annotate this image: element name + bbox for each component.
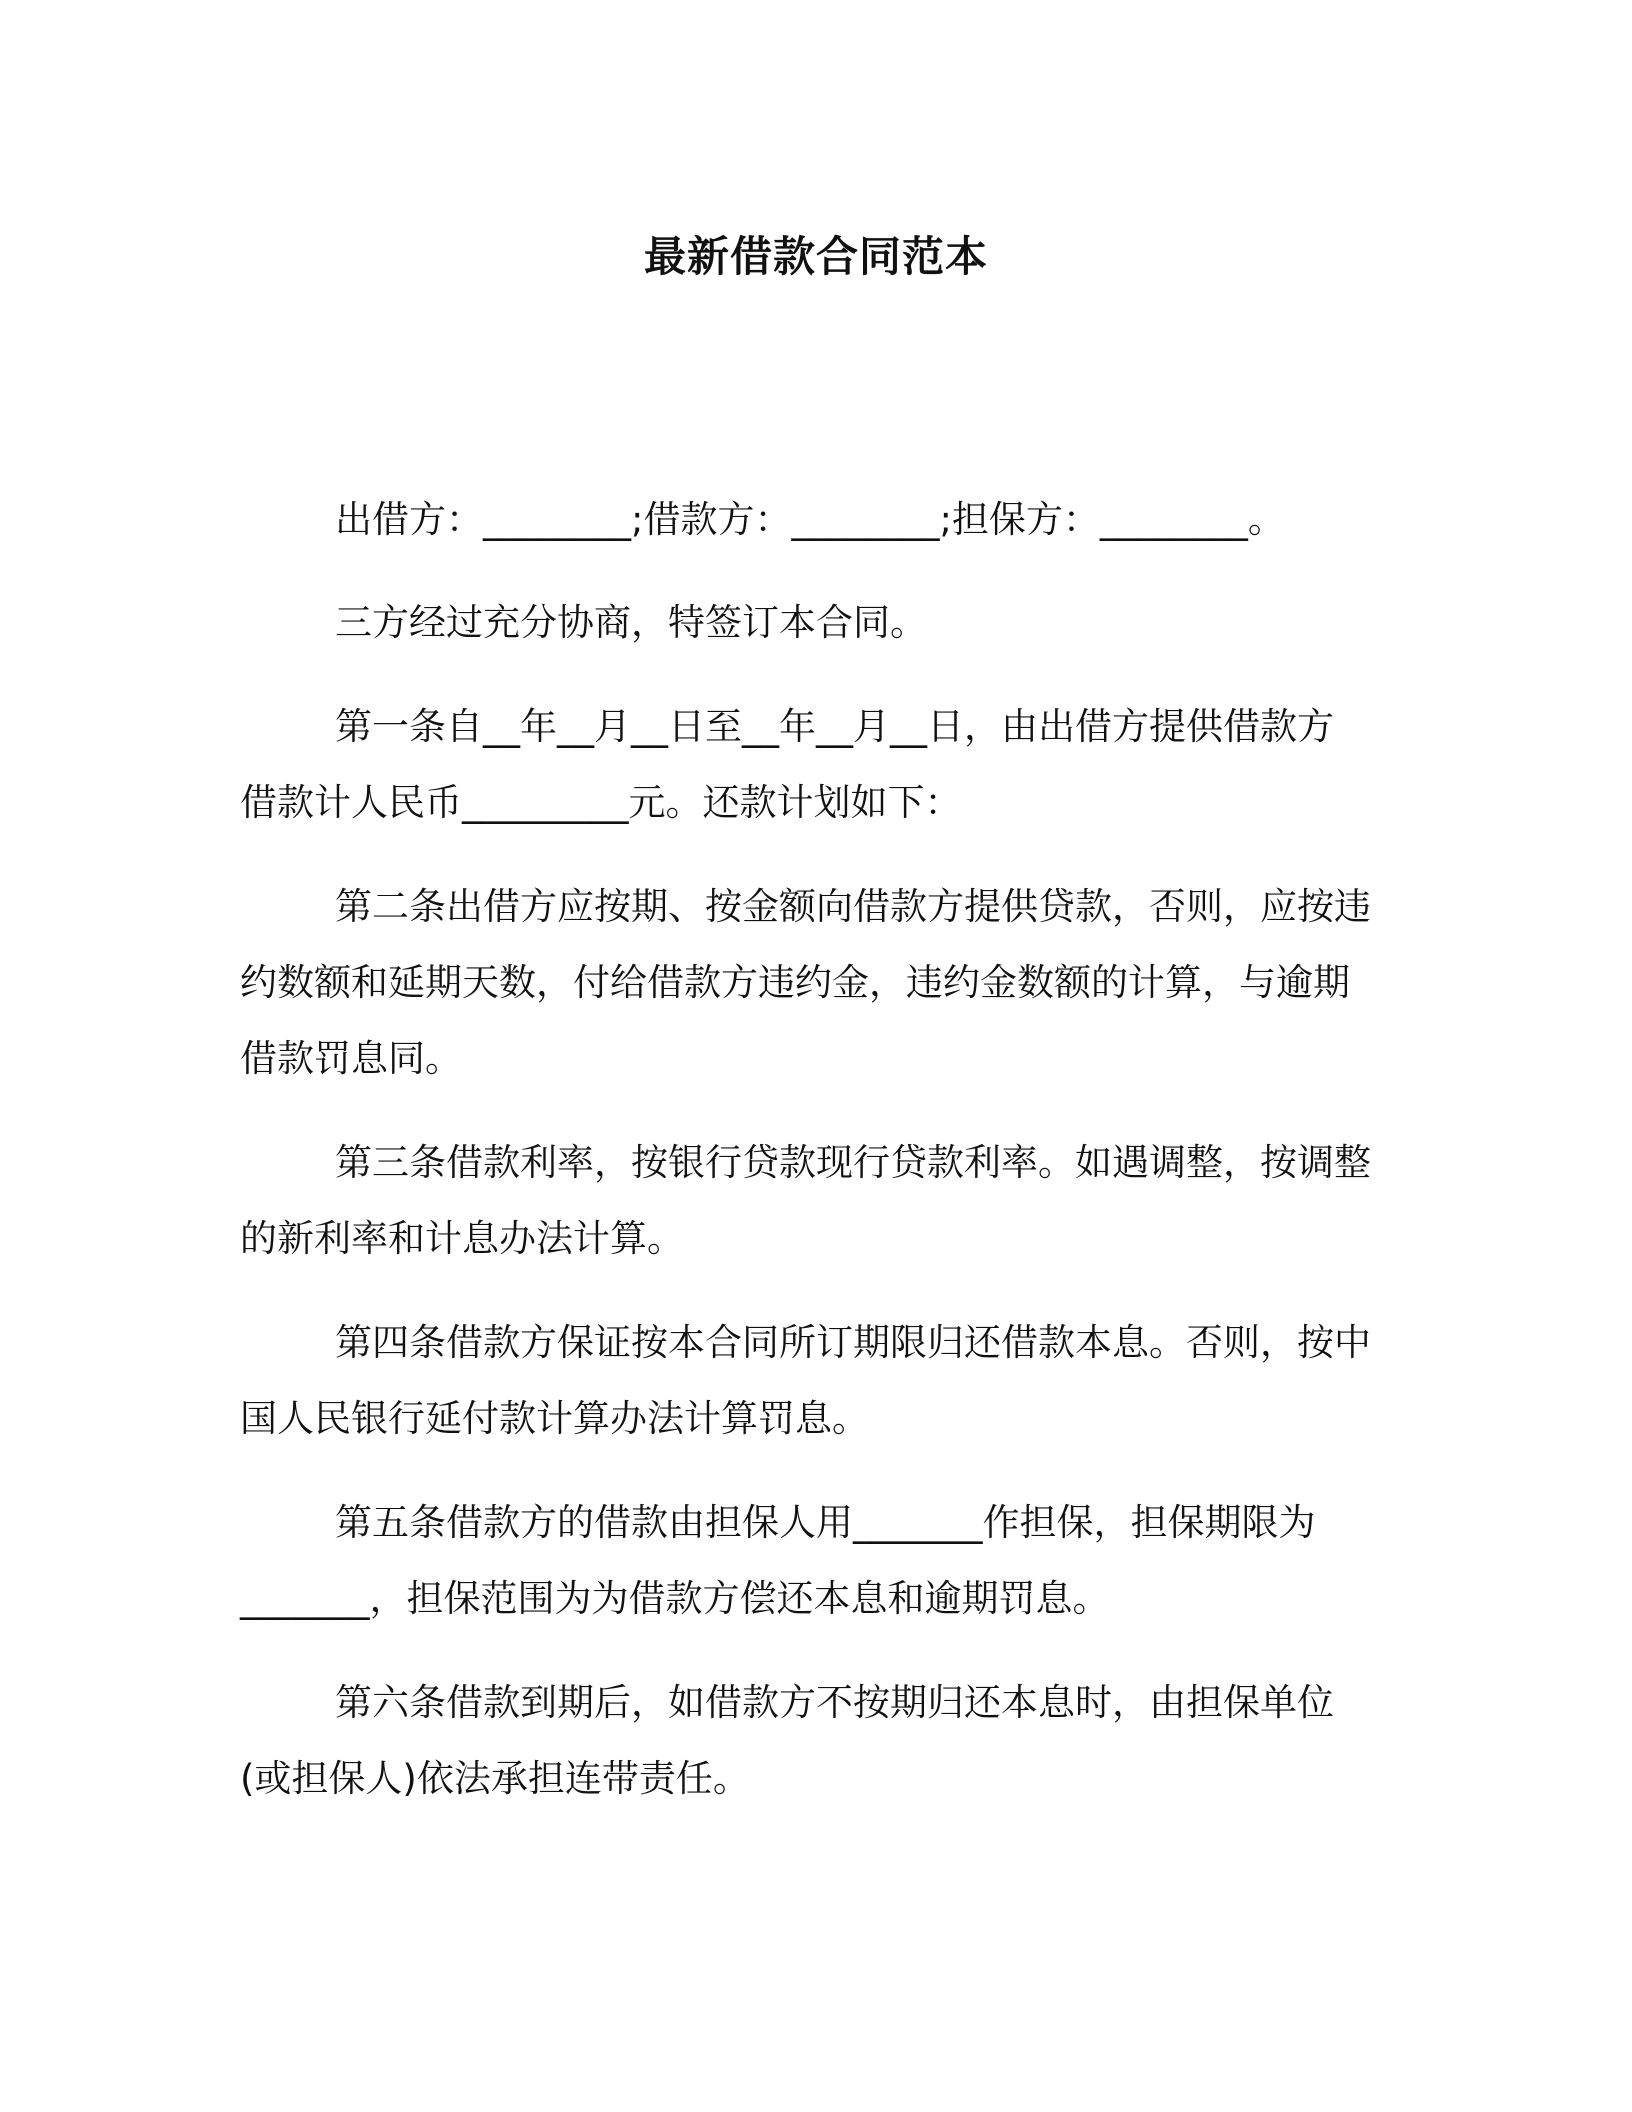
text-line: 第三条借款利率，按银行贷款现行贷款利率。如遇调整，按调整 <box>335 1141 1371 1184</box>
agreement-paragraph <box>240 585 1400 661</box>
text-line: 出借方：________;借款方：________;担保方：________。 <box>335 498 1285 541</box>
text-line: 的新利率和计息办法计算。 <box>240 1217 684 1260</box>
article-3 <box>240 1125 1400 1277</box>
text-line: 第一条自__年__月__日至__年__月__日，由出借方提供借款方 <box>335 705 1334 748</box>
document-title: 最新借款合同范本 <box>643 232 988 281</box>
text-line: 第四条借款方保证按本合同所订期限归还借款本息。否则，按中 <box>335 1321 1371 1364</box>
article-1 <box>240 689 1400 841</box>
text-line: (或担保人)依法承担连带责任。 <box>240 1757 750 1800</box>
text-line: 借款罚息同。 <box>240 1037 462 1080</box>
text-line: 第二条出借方应按期、按金额向借款方提供贷款，否则，应按违 <box>335 885 1371 928</box>
text-line: 借款计人民币_________元。还款计划如下： <box>240 781 962 824</box>
text-line: 约数额和延期天数，付给借款方违约金，违约金数额的计算，与逾期 <box>240 961 1350 1004</box>
article-5 <box>240 1485 1400 1637</box>
text-line: _______，担保范围为为借款方偿还本息和逾期罚息。 <box>240 1577 1110 1620</box>
text-line: 第六条借款到期后，如借款方不按期归还本息时，由担保单位 <box>335 1681 1334 1724</box>
text-line: 三方经过充分协商，特签订本合同。 <box>335 601 927 644</box>
article-6 <box>240 1665 1400 1817</box>
article-2 <box>240 869 1400 1097</box>
parties-paragraph <box>240 482 1400 558</box>
text-line: 国人民银行延付款计算办法计算罚息。 <box>240 1397 869 1440</box>
text-line: 第五条借款方的借款由担保人用_______作担保，担保期限为 <box>335 1501 1316 1544</box>
article-4 <box>240 1305 1400 1457</box>
